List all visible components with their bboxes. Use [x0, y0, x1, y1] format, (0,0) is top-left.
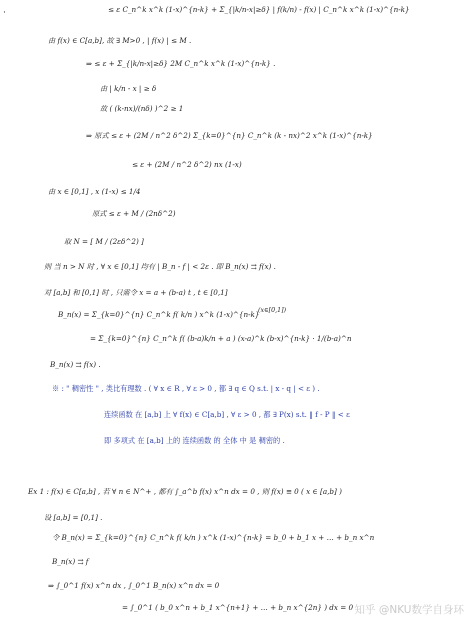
example-assume-interval-line: 设 [a,b] = [0,1] . — [44, 513, 103, 522]
note-line-14: = Σ_{k=0}^{n} C_n^k f( (b-a)k/n + a ) (x-a)^k (b-x)^{n-k} · 1/(b-a)^n — [90, 334, 352, 343]
note-line-15: B_n(x) ⇉ f(x) . — [50, 360, 101, 369]
example-bernstein-definition-line: 令 B_n(x) = Σ_{k=0}^{n} C_n^k f( k/n ) x^k (1-x)^{n-k} = b_0 + b_1 x + … + b_n x^n — [52, 533, 375, 542]
example-uniform-convergence-line: B_n(x) ⇉ f — [52, 557, 89, 566]
remark-polynomial-dense-line: 即 多项式 在 [a,b] 上的 连续函数 的 全体 中 是 稠密的 . — [104, 436, 285, 445]
example-integral-line-2: = ∫_0^1 ( b_0 x^n + b_1 x^{n+1} + … + b_n x^{2n} ) dx = 0 — [122, 603, 354, 612]
note-line-6: ⇒ 原式 ≤ ε + (2M / n^2 δ^2) Σ_{k=0}^{n} C_n^k (k - nx)^2 x^k (1-x)^{n-k} — [86, 131, 373, 140]
note-line-2: 由 f(x) ∈ C[a,b], 故 ∃ M>0 , | f(x) | ≤ M . — [48, 36, 192, 45]
example-statement-line: Ex 1 : f(x) ∈ C[a,b] , 若 ∀ n ∈ N^+ , 都有 ∫_a^b f(x) x^n dx = 0 , 则 f(x) ≡ 0 ( x ∈ [a,b] ) — [28, 487, 342, 496]
zhihu-watermark: 知乎 @NKU数学自身环 — [354, 604, 464, 616]
remark-density-line: ※ : " 稠密性 " , 类比有理数 . ( ∀ x ∈ R , ∀ ε > 0 , 都 ∃ q ∈ Q s.t. | x - q | < ε ) . — [52, 384, 320, 393]
note-line-8: 由 x ∈ [0,1] , x (1-x) ≤ 1/4 — [48, 187, 141, 196]
note-line-1: ≤ ε C_n^k x^k (1-x)^{n-k} + Σ_{|k/n-x|≥δ} | f(k/n) - f(x) | C_n^k x^k (1-x)^{n-k} — [108, 5, 410, 14]
remark-continuous-functions-line: 连续函数 在 [a,b] 上 ∀ f(x) ∈ C[a,b] , ∀ ε > 0 , 都 ∃ P(x) s.t. ‖ f - P ‖ < ε — [104, 410, 350, 419]
note-line-13-domain-note: (x∈[0,1]) — [258, 307, 287, 314]
margin-tick-mark: · — [3, 8, 6, 18]
note-line-9: 原式 ≤ ε + M / (2nδ^2) — [92, 209, 176, 218]
note-line-4: 由 | k/n - x | ≥ δ — [100, 84, 157, 93]
example-integral-line-1: ⇒ ∫_0^1 f(x) x^n dx , ∫_0^1 B_n(x) x^n dx = 0 — [48, 581, 220, 590]
note-line-12: 对 [a,b] 和 [0,1] 时 , 只需令 x = a + (b-a) t , t ∈ [0,1] — [44, 288, 228, 297]
note-line-7: ≤ ε + (2M / n^2 δ^2) nx (1-x) — [132, 160, 242, 169]
note-line-10: 取 N = [ M / (2εδ^2) ] — [64, 237, 144, 246]
note-line-11: 则 当 n > N 时 , ∀ x ∈ [0,1] 均有 | B_n - f | < 2ε . 即 B_n(x) ⇉ f(x) . — [44, 262, 276, 271]
note-line-3: ⇒ ≤ ε + Σ_{|k/n-x|≥δ} 2M C_n^k x^k (1-x)^{n-k} . — [86, 59, 276, 68]
note-line-5: 故 ( (k-nx)/(nδ) )^2 ≥ 1 — [100, 104, 184, 113]
note-line-13: B_n(x) = Σ_{k=0}^{n} C_n^k f( k/n ) x^k (1-x)^{n-k} — [58, 310, 260, 319]
